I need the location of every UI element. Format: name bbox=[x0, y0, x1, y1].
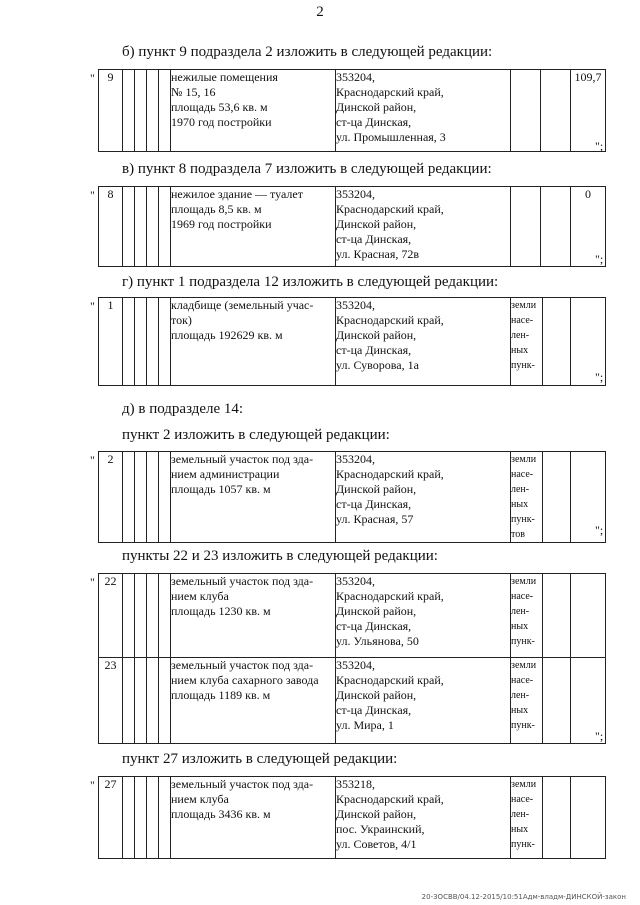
p27-heading: пункт 27 изложить в следующей редакции: bbox=[122, 751, 398, 767]
row-category: земли насе- лен- ных пунк- bbox=[511, 574, 543, 658]
open-quote: " bbox=[90, 575, 95, 589]
table-row bbox=[99, 298, 606, 386]
row-category: земли насе- лен- ных пунк- bbox=[511, 298, 543, 386]
close-mark: "; bbox=[595, 139, 604, 153]
row-address: 353204, Краснодарский край, Динской район, ст-ца Динская, ул. Ульянова, 50 bbox=[336, 574, 511, 658]
table-p2 bbox=[98, 451, 606, 543]
row-address: 353204, Краснодарский край, Динской район, ст-ца Динская, ул. Красная, 72в bbox=[336, 187, 511, 267]
table-section-b bbox=[98, 69, 606, 152]
p22-23-heading: пункты 22 и 23 изложить в следующей редакции: bbox=[122, 548, 438, 564]
row-address: 353204, Краснодарский край, Динской район, ст-ца Динская, ул. Промышленная, 3 bbox=[336, 70, 511, 152]
row-number: 2 bbox=[99, 452, 123, 543]
table-row bbox=[99, 777, 606, 859]
table-section-v bbox=[98, 186, 606, 267]
section-v-heading: в) пункт 8 подраздела 7 изложить в следующей редакции: bbox=[122, 161, 492, 177]
table-row bbox=[99, 452, 606, 543]
row-number: 23 bbox=[99, 658, 123, 744]
section-d-heading: д) в подразделе 14: bbox=[122, 401, 244, 417]
row-description: нежилые помещения № 15, 16 площадь 53,6 кв. м 1970 год постройки bbox=[171, 70, 336, 152]
row-address: 353218, Краснодарский край, Динской район, пос. Украинский, ул. Советов, 4/1 bbox=[336, 777, 511, 859]
row-address: 353204, Краснодарский край, Динской район, ст-ца Динская, ул. Суворова, 1а bbox=[336, 298, 511, 386]
row-number: 8 bbox=[99, 187, 123, 267]
footer-code: 20-3ОСВВ/04.12-2015/10:51Адм-владм-ДИНСКОЙ-закон bbox=[421, 893, 626, 901]
table-row bbox=[99, 187, 606, 267]
row-address: 353204, Краснодарский край, Динской район, ст-ца Динская, ул. Мира, 1 bbox=[336, 658, 511, 744]
section-b-heading: б) пункт 9 подраздела 2 изложить в следующей редакции: bbox=[122, 44, 493, 60]
page-number: 2 bbox=[316, 4, 324, 20]
row-category: земли насе- лен- ных пунк- bbox=[511, 658, 543, 744]
open-quote: " bbox=[90, 778, 95, 792]
table-p22-23 bbox=[98, 573, 606, 744]
table-row bbox=[99, 574, 606, 658]
table-row bbox=[99, 658, 606, 744]
table-section-g bbox=[98, 297, 606, 386]
row-value: 0 bbox=[571, 187, 606, 267]
close-mark: "; bbox=[595, 370, 604, 384]
table-row bbox=[99, 70, 606, 152]
row-value: 109,7 bbox=[571, 70, 606, 152]
row-description: земельный участок под зда- нием клуба площадь 1230 кв. м bbox=[171, 574, 336, 658]
close-mark: "; bbox=[595, 252, 604, 266]
open-quote: " bbox=[90, 71, 95, 85]
close-mark: "; bbox=[595, 729, 604, 743]
open-quote: " bbox=[90, 299, 95, 313]
row-number: 22 bbox=[99, 574, 123, 658]
row-number: 27 bbox=[99, 777, 123, 859]
row-category: земли насе- лен- ных пунк- тов bbox=[511, 452, 543, 543]
close-mark: "; bbox=[595, 523, 604, 537]
section-g-heading: г) пункт 1 подраздела 12 изложить в следующей редакции: bbox=[122, 274, 499, 290]
row-category: земли насе- лен- ных пунк- bbox=[511, 777, 543, 859]
p2-heading: пункт 2 изложить в следующей редакции: bbox=[122, 427, 390, 443]
row-address: 353204, Краснодарский край, Динской район, ст-ца Динская, ул. Красная, 57 bbox=[336, 452, 511, 543]
row-description: земельный участок под зда- нием клуба сахарного завода площадь 1189 кв. м bbox=[171, 658, 336, 744]
row-description: кладбище (земельный учас- ток) площадь 192629 кв. м bbox=[171, 298, 336, 386]
row-description: земельный участок под зда- нием клуба площадь 3436 кв. м bbox=[171, 777, 336, 859]
row-description: нежилое здание — туалет площадь 8,5 кв. м 1969 год постройки bbox=[171, 187, 336, 267]
row-number: 9 bbox=[99, 70, 123, 152]
open-quote: " bbox=[90, 453, 95, 467]
row-number: 1 bbox=[99, 298, 123, 386]
open-quote: " bbox=[90, 188, 95, 202]
table-p27 bbox=[98, 776, 606, 859]
row-description: земельный участок под зда- нием администрации площадь 1057 кв. м bbox=[171, 452, 336, 543]
